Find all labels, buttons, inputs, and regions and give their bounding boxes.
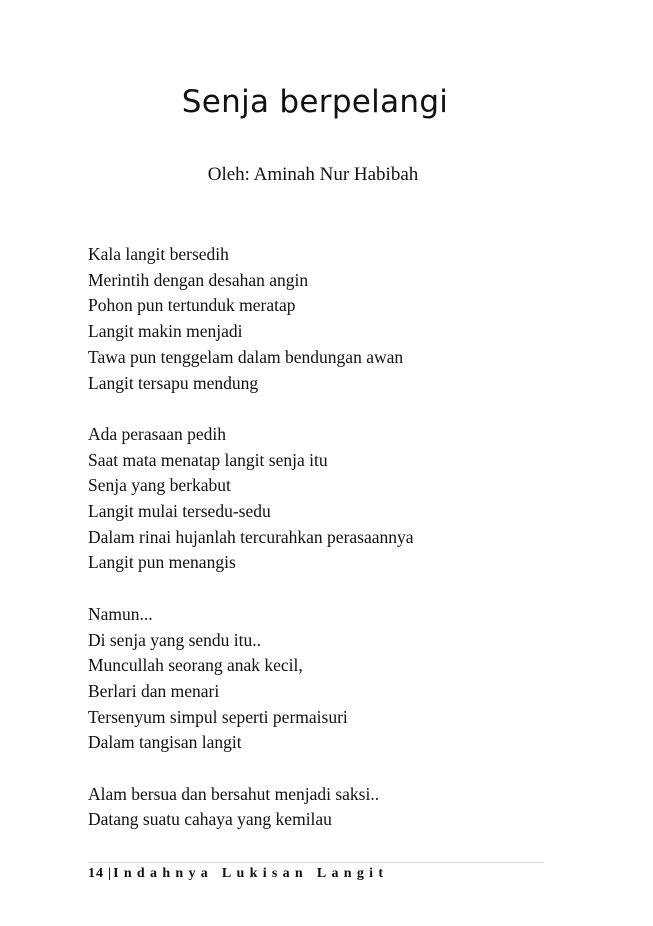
- footer-divider: [88, 862, 544, 863]
- poem-line: Pohon pun tertunduk meratap: [88, 295, 296, 316]
- poem-line: Alam bersua dan bersahut menjadi saksi..: [88, 783, 380, 804]
- poem-line: Dalam rinai hujanlah tercurahkan perasaannya: [88, 526, 414, 547]
- page-footer: [88, 866, 388, 882]
- stanza-3: [88, 602, 568, 756]
- stanza-1: [88, 242, 568, 396]
- poem-line: Tawa pun tenggelam dalam bendungan awan: [88, 346, 404, 367]
- poem-line: Tersenyum simpul seperti permaisuri: [88, 706, 348, 727]
- poem-line: Senja yang berkabut: [88, 475, 231, 496]
- poem-line: Saat mata menatap langit senja itu: [88, 449, 328, 470]
- poem-line: Kala langit bersedih: [88, 244, 229, 264]
- poem-line: Langit pun menangis: [88, 552, 236, 573]
- running-title: Indahnya Lukisan Langit: [113, 866, 389, 881]
- poem-line: Namun...: [88, 603, 153, 624]
- poem-line: Langit mulai tersedu-sedu: [88, 501, 271, 522]
- poem-author: Oleh: Aminah Nur Habibah: [207, 164, 419, 185]
- poem-body: [88, 242, 568, 859]
- poem-line: Langit makin menjadi: [88, 321, 243, 342]
- poem-line: Ada perasaan pedih: [88, 423, 226, 444]
- poem-line: Berlari dan menari: [88, 680, 220, 701]
- footer-separator: |: [108, 866, 112, 881]
- poem-line: Merintih dengan desahan angin: [88, 269, 309, 290]
- poem-title: Senja berpelangi: [181, 84, 449, 120]
- poem-line: Dalam tangisan langit: [88, 732, 242, 753]
- stanza-2: [88, 422, 568, 576]
- page-number: 14: [88, 866, 104, 881]
- poem-line: Muncullah seorang anak kecil,: [88, 655, 303, 676]
- stanza-4: [88, 782, 568, 833]
- poem-line: Di senja yang sendu itu..: [88, 629, 262, 650]
- poem-line: Langit tersapu mendung: [88, 372, 259, 393]
- poem-line: Datang suatu cahaya yang kemilau: [88, 809, 332, 830]
